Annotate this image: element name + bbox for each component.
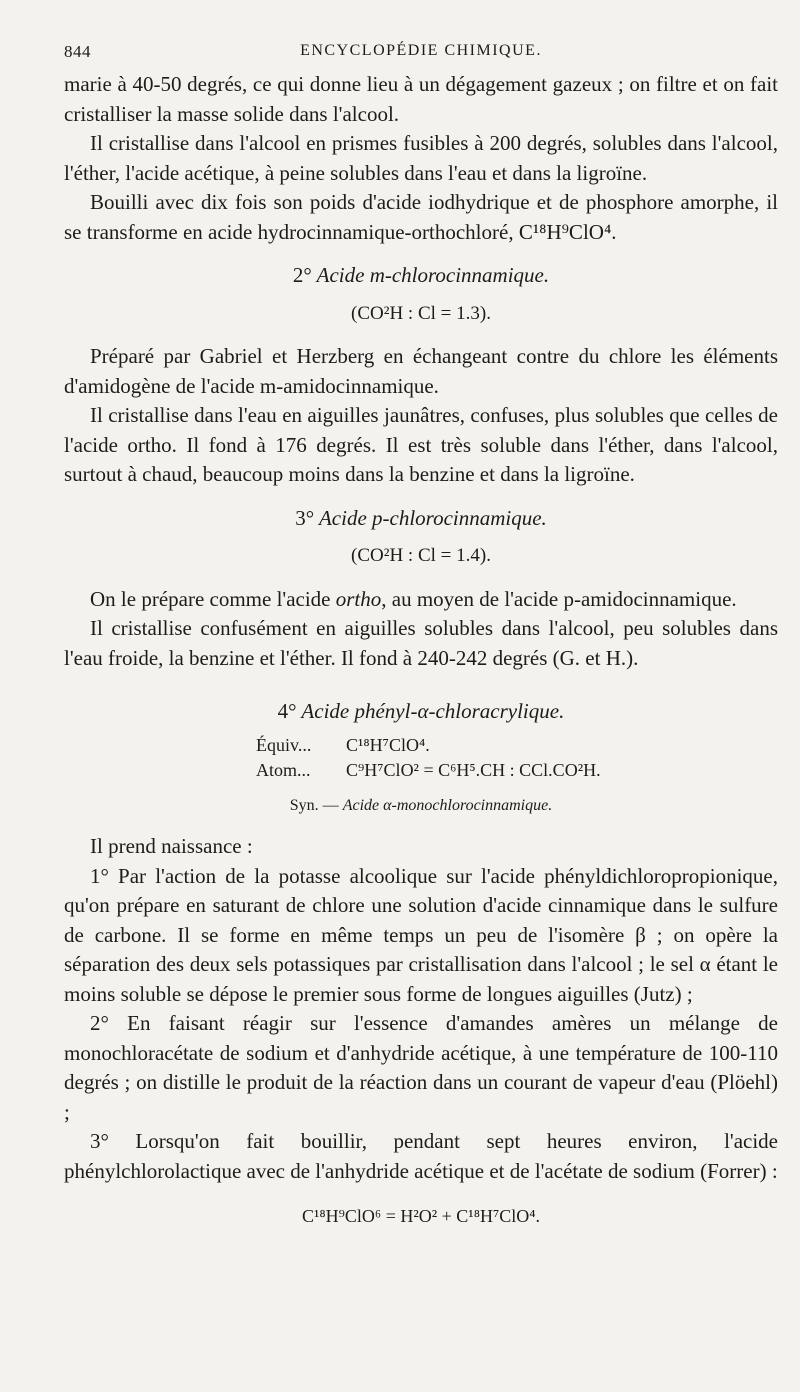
page-number: 844 (64, 42, 91, 61)
italic-term: ortho (335, 586, 382, 611)
section-title: Acide p-chlorocinnamique. (318, 505, 547, 530)
paragraph: 2° En faisant réagir sur l'essence d'amandes amères un mélange de monochloracétate de sodium et d'anhydride acétique, à une température de 100-110 degrés ; on distille le produit de la réaction dans un courant de vapeur d'eau (Plöehl) ; (64, 1011, 778, 1124)
atom-line (256, 758, 778, 783)
syn-label: Syn. — (289, 796, 339, 814)
formula-block (256, 733, 778, 783)
text-run: , au moyen de l'acide p-amidocinnamique. (381, 586, 737, 611)
section-number: 2° (292, 263, 312, 287)
paragraph: marie à 40-50 degrés, ce qui donne lieu à un dégagement gazeux ; on filtre et on fait cristalliser la masse solide dans l'alcool. (64, 72, 778, 126)
paragraph: Il cristallise confusément en aiguilles solubles dans l'alcool, peu solubles dans l'eau froide, la benzine et l'éther. Il fond à 240-242 degrés (G. et H.). (64, 616, 778, 670)
section-title: Acide phényl-α-chloracrylique. (301, 699, 565, 723)
atom-label: Atom... (256, 759, 311, 780)
paragraph: 1° Par l'action de la potasse alcoolique sur l'acide phényldichloropropionique, qu'on prépare en saturant de chlore une solution d'acide cinnamique dans le sulfure de carbone. Il se forme en même temps un peu de l'isomère β ; on opère la séparation des deux sels potassiques par cristallisation dans l'alcool ; le sel α étant le moins soluble se dépose le premier sous forme de longues aiguilles (Jutz) ; (64, 863, 778, 1006)
paragraph: Il cristallise dans l'alcool en prismes fusibles à 200 degrés, solubles dans l'alcool, l'éther, l'acide acétique, à peine solubles dans l'eau et dans la ligroïne. (64, 131, 778, 185)
section-number: 4° (277, 699, 297, 723)
equiv-line (256, 733, 778, 758)
running-title: ENCYCLOPÉDIE CHIMIQUE. (300, 42, 542, 59)
equiv-value: C¹⁸H⁷ClO⁴. (346, 734, 430, 755)
section-formula: (CO²H : Cl = 1.3). (351, 302, 491, 324)
section-formula: (CO²H : Cl = 1.4). (351, 545, 491, 566)
section-number: 3° (295, 505, 315, 530)
section-title: Acide m-chlorocinnamique. (316, 263, 550, 287)
paragraph: Il prend naissance : (90, 834, 253, 858)
text-run: On le prépare comme l'acide (90, 586, 336, 611)
paragraph: Il cristallise dans l'eau en aiguilles jaunâtres, confuses, plus solubles que celles de l'acide ortho. Il fond à 176 degrés. Il est très soluble dans l'éther, dans l'alcool, surtout à chaud, beaucoup moins dans la benzine et dans la ligroïne. (64, 403, 778, 486)
page-body (64, 70, 778, 1232)
paragraph: Préparé par Gabriel et Herzberg en échangeant contre du chlore les éléments d'amidogène de l'acide m-amidocinnamique. (64, 344, 778, 398)
reaction-equation: C¹⁸H⁹ClO⁶ = H²O² + C¹⁸H⁷ClO⁴. (301, 1206, 541, 1226)
synonym-line (64, 791, 778, 821)
section-heading (64, 261, 778, 291)
atom-value: C⁹H⁷ClO² = C⁶H⁵.CH : CCl.CO²H. (346, 759, 601, 780)
syn-value: Acide α-monochlorocinnamique. (342, 796, 553, 814)
section-heading (64, 697, 778, 727)
running-header (64, 42, 778, 70)
section-heading (64, 504, 778, 534)
equiv-label: Équiv... (256, 734, 312, 755)
paragraph: 3° Lorsqu'on fait bouillir, pendant sept heures environ, l'acide phénylchlorolactique avec de l'anhydride acétique et de l'acétate de sodium (Forrer) : (64, 1129, 778, 1183)
paragraph (64, 585, 778, 615)
paragraph: Bouilli avec dix fois son poids d'acide iodhydrique et de phosphore amorphe, il se transforme en acide hydrocinnamique-orthochloré, C¹⁸H⁹ClO⁴. (64, 190, 778, 244)
